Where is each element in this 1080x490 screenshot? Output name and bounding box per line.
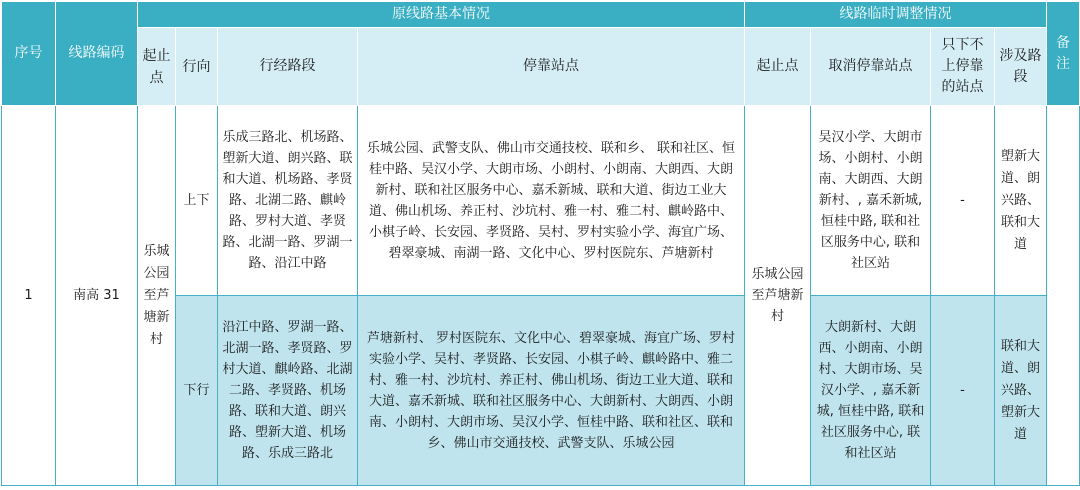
cell-drop-only-up: - xyxy=(931,106,995,296)
cell-direction-up: 上下 xyxy=(176,106,218,296)
cell-drop-only-down: - xyxy=(931,296,995,486)
cell-roads-up: 塱新大道、朗兴路、联和大道 xyxy=(995,106,1047,296)
cell-seq: 1 xyxy=(2,106,56,486)
header-roads: 涉及路段 xyxy=(995,28,1047,106)
header-line-code: 线路编码 xyxy=(56,2,138,106)
cell-stops-up: 乐城公园、武警支队、佛山市交通技校、联和乡、 联和社区、恒桂中路、吴汉小学、大朗市场、小朗村、小朗南、大朗西、大朗新村、联和社区服务中心、嘉禾新城、联和大道、街边工业大道、佛山机场、养正村、沙坑村、雅一村、雅二村、麒岭路中、小棋子岭、长安园、孝贤路、吴村、罗村实验小学、海宜广场、 碧翠豪城、南湖一路、文化中心、罗村医院东、芦塘新村 xyxy=(358,106,745,296)
header-cancel-stops: 取消停靠站点 xyxy=(811,28,931,106)
cell-direction-down: 下行 xyxy=(176,296,218,486)
header-adj-terminal: 起止点 xyxy=(745,28,811,106)
route-adjustment-table xyxy=(1,1,1080,486)
header-group-adjust: 线路临时调整情况 xyxy=(745,2,1047,28)
header-terminal: 起止点 xyxy=(138,28,176,106)
cell-adj-terminal: 乐城公园至芦塘新村 xyxy=(745,106,811,486)
header-direction: 行向 xyxy=(176,28,218,106)
header-drop-only: 只下不上停靠的站点 xyxy=(931,28,995,106)
cell-cancel-stops-down: 大朗新村、大朗西、小朗南、小朗村、大朗市场、吴汉小学、, 嘉禾新城, 恒桂中路, 联和社区服务中心, 联和社区站 xyxy=(811,296,931,486)
cell-cancel-stops-up: 吴汉小学、大朗市场、小朗村、小朗南、大朗西、大朗新村、, 嘉禾新城, 恒桂中路, 联和社区服务中心, 联和社区站 xyxy=(811,106,931,296)
header-seq: 序号 xyxy=(2,2,56,106)
cell-roads-down: 联和大道、朗兴路、塱新大道 xyxy=(995,296,1047,486)
cell-route-down: 沿江中路、罗湖一路、北湖一路、孝贤路、罗村大道、麒岭路、北湖二路、孝贤路、机场路、联和大道、朗兴路、塱新大道、机场路、乐成三路北 xyxy=(218,296,358,486)
cell-route-up: 乐成三路北、机场路、塱新大道、朗兴路、联和大道、机场路、孝贤路、北湖二路、麒岭路、罗村大道、孝贤路、北湖一路、罗湖一路、沿江中路 xyxy=(218,106,358,296)
cell-line-code: 南高 31 xyxy=(56,106,138,486)
table-row-up xyxy=(2,106,1080,296)
cell-remark xyxy=(1047,106,1080,486)
cell-terminal: 乐城公园至芦塘新村 xyxy=(138,106,176,486)
header-stops: 停靠站点 xyxy=(358,28,745,106)
header-remark: 备注 xyxy=(1047,2,1080,106)
header-route: 行经路段 xyxy=(218,28,358,106)
header-group-original: 原线路基本情况 xyxy=(138,2,745,28)
cell-stops-down: 芦塘新村、 罗村医院东、文化中心、碧翠豪城、海宜广场、罗村实验小学、吴村、孝贤路、长安园、小棋子岭、麒岭路中、雅二村、雅一村、沙坑村、养正村、佛山机场、街边工业大道、联和大道、嘉禾新城、联和社区服务中心、大朗新村、大朗西、小朗南、小朗村、大朗市场、吴汉小学、恒桂中路、联和社区、联和乡、佛山市交通技校、武警支队、乐城公园 xyxy=(358,296,745,486)
